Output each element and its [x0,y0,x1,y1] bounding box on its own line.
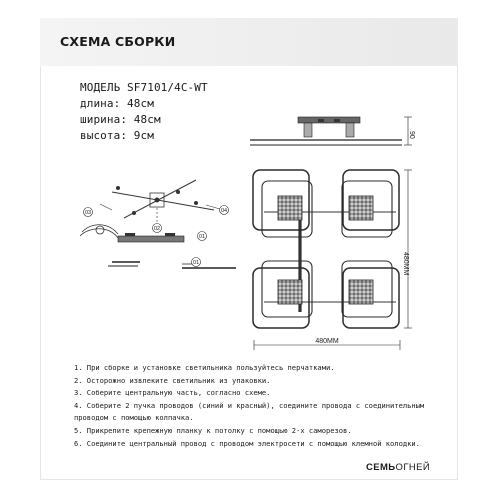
instruction-step-4: 4. Соберите 2 пучка проводов (синий и красный), соедините провода с соединительным [74,400,425,410]
side-dimension-label: 480ММ [402,252,409,276]
spec-model: МОДЕЛЬ SF7101/4C-WT [80,81,208,94]
part-label-03: 03 [84,210,92,216]
width-dimension-label: 480ММ [315,338,339,345]
top-view-drawing [253,170,412,350]
instruction-step-5: 5. Прикрепите крепежную планку к потолку с помощью 2-х саморезов. [74,425,352,435]
part-label-04: 04 [220,208,228,214]
spec-height: высота: 9см [80,129,154,142]
brand-logo-part1: СЕМЬ [366,462,396,473]
instruction-step-2: 2. Осторожно извлеките светильник из упаковки. [74,375,271,385]
brand-logo-part2: ОГНЕЙ [395,462,431,473]
instruction-step-3: 3. Соберите центральную часть, согласно схеме. [74,388,271,398]
instruction-step-6: 6. Соедините центральный провод с проводом электросети с помощью клемной колодки. [74,438,420,448]
instruction-step-1: 1. При сборке и установке светильника пользуйтесь перчатками. [74,363,335,372]
page-title: СХЕМА СБОРКИ [60,34,176,49]
part-label-02: 02 [153,226,161,232]
assembly-instructions [74,362,464,450]
brand-logo [366,462,430,473]
spec-length: длина: 48см [80,97,154,110]
part-label-01-a: 01 [198,234,206,240]
instruction-step-4-cont: проводом с помощью колпачка. [74,413,194,423]
part-label-01-b: 01 [192,260,200,266]
side-view-drawing [250,117,412,145]
height-dimension-label: 90 [408,131,415,139]
spec-width: ширина: 48см [80,113,161,126]
